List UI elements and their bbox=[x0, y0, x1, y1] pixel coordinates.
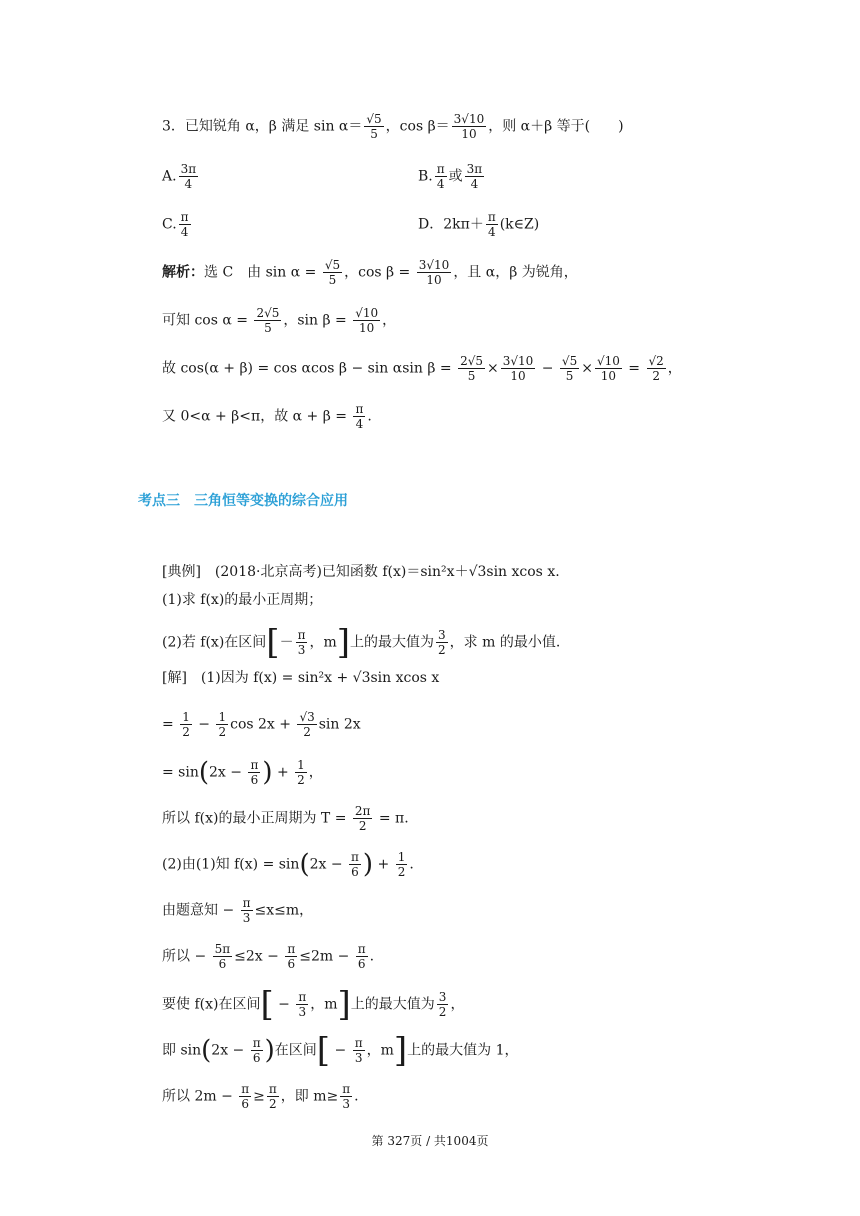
den: 10 bbox=[600, 369, 617, 383]
den: 6 bbox=[241, 1097, 250, 1111]
fraction bbox=[465, 162, 485, 191]
den: 6 bbox=[351, 865, 359, 879]
text: ，m bbox=[366, 1042, 394, 1059]
den: 4 bbox=[487, 225, 496, 239]
num: 2π bbox=[354, 804, 371, 818]
option-d bbox=[418, 210, 539, 239]
text: ，cos β = bbox=[344, 264, 415, 281]
den: 2 bbox=[397, 865, 406, 879]
num: 3 bbox=[438, 628, 446, 642]
num: π bbox=[250, 758, 259, 772]
text: + bbox=[272, 764, 294, 781]
opt-label: C. bbox=[162, 216, 177, 233]
num: 3√10 bbox=[502, 354, 534, 368]
fraction bbox=[296, 990, 308, 1019]
num: 2√5 bbox=[256, 306, 280, 320]
den: 2 bbox=[269, 1097, 277, 1111]
num: π bbox=[342, 1082, 351, 1096]
left-paren: ( bbox=[299, 849, 310, 880]
right-bracket: ] bbox=[337, 984, 351, 1025]
fraction bbox=[296, 628, 308, 657]
text: ≤2x − bbox=[234, 948, 284, 965]
text: = bbox=[623, 360, 645, 377]
text: . bbox=[354, 1088, 359, 1105]
den: 3 bbox=[242, 911, 251, 925]
num: √5 bbox=[324, 258, 341, 272]
example-line-3 bbox=[162, 622, 561, 663]
fraction bbox=[248, 758, 260, 787]
page-footer: 第 327页 / 共1004页 bbox=[371, 1134, 489, 1148]
fraction bbox=[436, 628, 448, 657]
den: 10 bbox=[510, 369, 526, 383]
text: = bbox=[162, 716, 179, 733]
den: 2 bbox=[438, 1005, 447, 1019]
text: ，且 α，β 为锐角， bbox=[453, 264, 578, 281]
q3-stem-c: ，则 α＋β 等于( ) bbox=[488, 118, 624, 135]
sol3-line-4 bbox=[162, 402, 372, 431]
solution-line-1 bbox=[162, 668, 439, 688]
fraction bbox=[458, 354, 485, 383]
num: π bbox=[298, 990, 307, 1004]
num: π bbox=[180, 210, 189, 224]
text: − bbox=[193, 716, 215, 733]
solution-line-7 bbox=[162, 942, 374, 971]
den: 10 bbox=[426, 273, 442, 287]
text: ，即 m≥ bbox=[280, 1088, 339, 1105]
text: ≤x≤m， bbox=[254, 902, 314, 919]
fraction bbox=[297, 710, 316, 739]
text: 由题意知 − bbox=[162, 902, 239, 919]
solution-line-8 bbox=[162, 984, 465, 1025]
text: ，m bbox=[310, 996, 338, 1013]
fraction bbox=[251, 1036, 263, 1065]
den: 2 bbox=[182, 725, 190, 739]
text: 2x − bbox=[309, 856, 348, 873]
num: π bbox=[436, 162, 445, 176]
q3-stem-b: ，cos β＝ bbox=[385, 118, 450, 135]
num: π bbox=[268, 1082, 277, 1096]
den: 10 bbox=[461, 127, 477, 141]
text: − bbox=[537, 360, 558, 377]
text: . bbox=[409, 856, 414, 873]
text: . bbox=[367, 408, 372, 425]
num: π bbox=[487, 210, 496, 224]
num: 3π bbox=[466, 162, 483, 176]
num: π bbox=[351, 850, 359, 864]
num: 1 bbox=[297, 758, 305, 772]
left-paren: ( bbox=[201, 1035, 212, 1066]
num: π bbox=[357, 942, 366, 956]
text: 在区间 bbox=[274, 1042, 317, 1059]
den: 4 bbox=[180, 225, 189, 239]
right-paren: ) bbox=[262, 757, 273, 788]
num: π bbox=[252, 1036, 261, 1050]
text: cos 2x + bbox=[230, 716, 296, 733]
fraction bbox=[353, 1036, 365, 1065]
num: π bbox=[242, 896, 251, 910]
text: 要使 f(x)在区间 bbox=[162, 996, 261, 1013]
text: [典例] (2018·北京高考)已知函数 f(x)＝sin²x＋√3sin xcos x. bbox=[162, 564, 560, 580]
q3-stem-a: 3．已知锐角 α，β 满足 sin α＝ bbox=[162, 118, 363, 135]
fraction bbox=[213, 942, 233, 971]
text: ， bbox=[382, 312, 397, 329]
den: 4 bbox=[470, 177, 479, 191]
fraction bbox=[241, 896, 253, 925]
den: 2 bbox=[218, 725, 227, 739]
den: 3 bbox=[342, 1097, 351, 1111]
opt-label: A. bbox=[162, 168, 177, 185]
num: 3√10 bbox=[453, 112, 485, 126]
fraction bbox=[239, 1082, 251, 1111]
example-line-1 bbox=[162, 562, 560, 582]
opt-tail: (k∈Z) bbox=[499, 216, 540, 233]
num: π bbox=[354, 1036, 363, 1050]
den: 5 bbox=[467, 369, 476, 383]
fraction bbox=[254, 306, 281, 335]
text: (2)若 f(x)在区间 bbox=[162, 634, 267, 651]
text: − bbox=[330, 1042, 351, 1059]
fraction bbox=[486, 210, 498, 239]
text: × bbox=[581, 360, 593, 377]
fraction bbox=[417, 258, 452, 287]
num: 5π bbox=[214, 942, 231, 956]
fraction bbox=[364, 112, 383, 141]
text: ， bbox=[308, 764, 323, 781]
fraction bbox=[396, 850, 408, 879]
right-paren: ) bbox=[264, 1035, 275, 1066]
text: 又 0<α + β<π，故 α + β = bbox=[162, 408, 352, 425]
den: 6 bbox=[357, 957, 366, 971]
den: 5 bbox=[328, 273, 337, 287]
den: 4 bbox=[436, 177, 445, 191]
num: π bbox=[287, 942, 296, 956]
text: = π. bbox=[374, 810, 409, 827]
den: 10 bbox=[359, 321, 375, 335]
den: 3 bbox=[297, 643, 306, 657]
solution-line-3 bbox=[162, 758, 323, 787]
den: 5 bbox=[264, 321, 272, 335]
fraction bbox=[437, 990, 449, 1019]
text: 2x − bbox=[209, 764, 247, 781]
den: 2 bbox=[438, 643, 446, 657]
text: [解] (1)因为 f(x) = sin²x + √3sin xcos x bbox=[162, 670, 440, 686]
question-3-stem bbox=[162, 112, 624, 141]
num: 1 bbox=[218, 710, 227, 724]
text: × bbox=[486, 360, 499, 377]
fraction bbox=[435, 162, 447, 191]
left-paren: ( bbox=[198, 757, 210, 788]
left-bracket: [ bbox=[260, 984, 274, 1025]
solution-line-2 bbox=[162, 710, 361, 739]
num: 2√5 bbox=[460, 354, 483, 368]
den: 3 bbox=[298, 1005, 307, 1019]
option-c bbox=[162, 210, 193, 239]
text: ≤2m − bbox=[299, 948, 354, 965]
den: 5 bbox=[370, 127, 378, 141]
text: 即 sin bbox=[162, 1042, 202, 1059]
fraction bbox=[647, 354, 666, 383]
text: = sin bbox=[162, 764, 199, 781]
text: ，m bbox=[309, 634, 337, 651]
sol3-line-2 bbox=[162, 306, 396, 335]
fraction bbox=[340, 1082, 352, 1111]
sol3-line-1 bbox=[162, 258, 578, 287]
text: 上的最大值为 bbox=[350, 634, 434, 651]
text: . bbox=[369, 948, 375, 965]
fraction bbox=[267, 1082, 279, 1111]
fraction bbox=[560, 354, 579, 383]
text: ， bbox=[667, 360, 682, 377]
num: √10 bbox=[355, 306, 379, 320]
den: 4 bbox=[355, 417, 364, 431]
fraction bbox=[295, 758, 307, 787]
num: π bbox=[297, 628, 306, 642]
text: ， bbox=[450, 996, 465, 1013]
den: 6 bbox=[287, 957, 296, 971]
opt-label: D．2kπ＋ bbox=[418, 216, 484, 233]
den: 6 bbox=[252, 1051, 261, 1065]
num: √5 bbox=[366, 112, 382, 126]
fraction bbox=[285, 942, 297, 971]
den: 2 bbox=[303, 725, 311, 739]
text: sin 2x bbox=[318, 716, 361, 733]
den: 4 bbox=[184, 177, 193, 191]
fraction bbox=[216, 710, 228, 739]
fraction bbox=[349, 850, 361, 879]
text: 选 C 由 sin α = bbox=[204, 264, 321, 281]
opt-label: B. bbox=[418, 168, 433, 185]
num: 3√10 bbox=[418, 258, 450, 272]
text: 所以 f(x)的最小正周期为 T = bbox=[162, 810, 351, 827]
fraction bbox=[595, 354, 622, 383]
solution-line-9 bbox=[162, 1030, 519, 1071]
fraction bbox=[323, 258, 342, 287]
fraction bbox=[179, 162, 199, 191]
solution-line-10 bbox=[162, 1082, 359, 1111]
text: 2x − bbox=[211, 1042, 249, 1059]
text: 上的最大值为 1， bbox=[407, 1042, 519, 1059]
text: 上的最大值为 bbox=[350, 996, 435, 1013]
den: 2 bbox=[297, 773, 305, 787]
den: 2 bbox=[358, 819, 367, 833]
analysis-label: 解析： bbox=[162, 264, 204, 281]
opt-mid: 或 bbox=[448, 168, 463, 185]
example-line-2 bbox=[162, 590, 322, 610]
option-b bbox=[418, 162, 486, 191]
num: √5 bbox=[561, 354, 578, 368]
fraction bbox=[356, 942, 368, 971]
num: √3 bbox=[299, 710, 315, 724]
solution-line-4 bbox=[162, 804, 409, 833]
num: π bbox=[241, 1082, 250, 1096]
text: － bbox=[279, 634, 294, 651]
fraction bbox=[179, 210, 191, 239]
den: 6 bbox=[250, 773, 259, 787]
den: 2 bbox=[652, 369, 660, 383]
right-paren: ) bbox=[362, 849, 374, 880]
fraction bbox=[501, 354, 536, 383]
text: (1)求 f(x)的最小正周期； bbox=[162, 592, 323, 608]
right-bracket: ] bbox=[336, 622, 350, 663]
num: √10 bbox=[596, 354, 620, 368]
text: ≥ bbox=[253, 1088, 265, 1105]
num: √2 bbox=[648, 354, 664, 368]
text: 可知 cos α = bbox=[162, 312, 253, 329]
text: + bbox=[373, 856, 394, 873]
section-heading: 考点三 三角恒等变换的综合应用 bbox=[138, 493, 348, 509]
text: 故 cos(α + β) = cos αcos β − sin αsin β = bbox=[162, 360, 457, 377]
sol3-line-3 bbox=[162, 354, 682, 383]
text: 所以 − bbox=[162, 948, 211, 965]
solution-line-6 bbox=[162, 896, 313, 925]
num: 3 bbox=[438, 990, 447, 1004]
text: (2)由(1)知 f(x) = sin bbox=[162, 856, 300, 873]
den: 3 bbox=[354, 1051, 363, 1065]
left-bracket: [ bbox=[316, 1030, 331, 1071]
option-a bbox=[162, 162, 200, 191]
fraction bbox=[452, 112, 487, 141]
left-bracket: [ bbox=[266, 622, 280, 663]
den: 6 bbox=[218, 957, 227, 971]
fraction bbox=[353, 306, 380, 335]
text: ，求 m 的最小值. bbox=[449, 634, 561, 651]
num: 1 bbox=[397, 850, 406, 864]
text: 所以 2m − bbox=[162, 1088, 238, 1105]
text: − bbox=[273, 996, 295, 1013]
num: 3π bbox=[180, 162, 197, 176]
right-bracket: ] bbox=[393, 1030, 408, 1071]
num: 1 bbox=[182, 710, 190, 724]
fraction bbox=[353, 402, 365, 431]
fraction bbox=[353, 804, 373, 833]
solution-line-5 bbox=[162, 850, 414, 879]
fraction bbox=[180, 710, 192, 739]
den: 5 bbox=[565, 369, 574, 383]
text: ，sin β = bbox=[283, 312, 352, 329]
num: π bbox=[355, 402, 364, 416]
